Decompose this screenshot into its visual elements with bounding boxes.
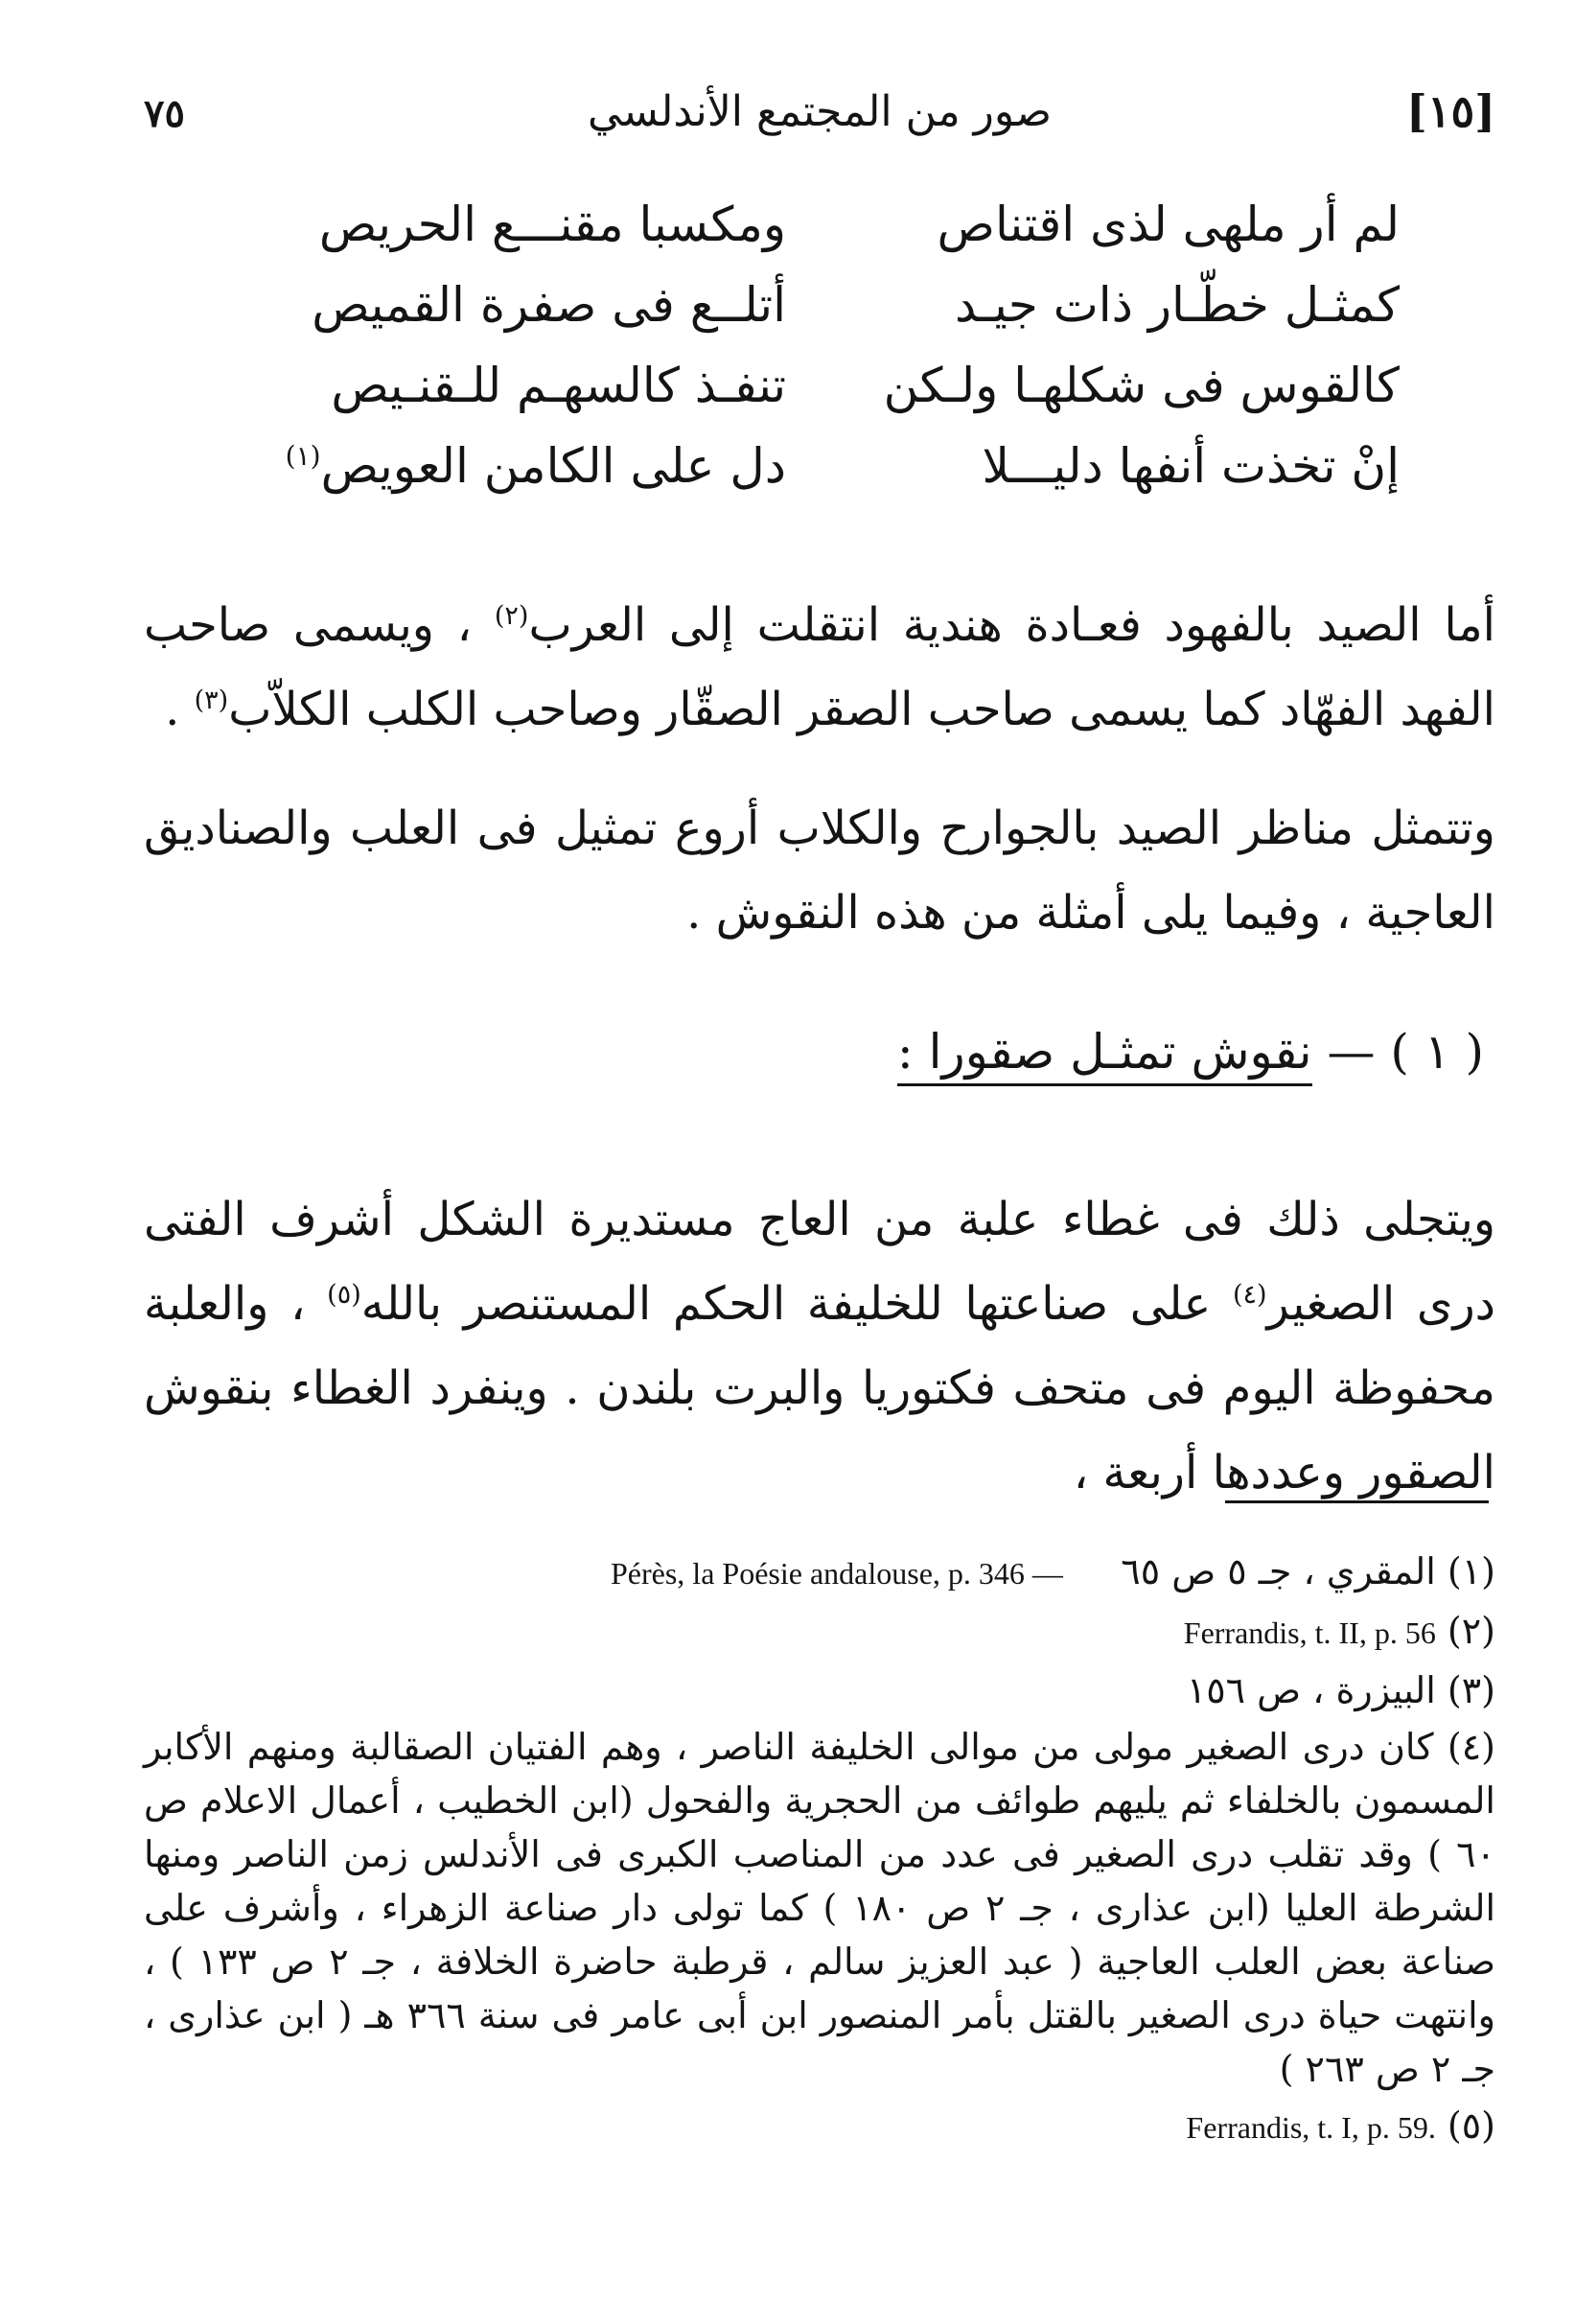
footnote-marker: (٤) (1447, 1726, 1495, 1768)
footnote-reference[interactable]: (٢) (494, 601, 529, 631)
verse-first-hemistich: لم أر ملهى لذى اقتناص (937, 197, 1400, 252)
footnote-2 (144, 1603, 1495, 1661)
footnote-latin-reference: Ferrandis, t. I, p. 59. (1186, 2110, 1436, 2145)
footnote-reference[interactable]: (١) (285, 440, 321, 473)
verse-second-hemistich (319, 197, 786, 252)
footnote-5 (144, 2098, 1495, 2155)
verse-second-text: ومكسبا مقنـــع الحريص (318, 197, 786, 252)
footnote-separator (1225, 1500, 1489, 1503)
paragraph-cheetah-hunting (144, 583, 1495, 752)
verse-second-hemistich (312, 277, 786, 333)
paragraph-text: على صناعتها للخليفة الحكم المستنصر بالله (360, 1277, 1233, 1331)
footnote-reference[interactable]: (٥) (327, 1280, 361, 1310)
footnote-3 (144, 1662, 1495, 1718)
verse-first-hemistich: إنْ تخذت أنفها دليـــلا (982, 438, 1400, 494)
footnote-reference[interactable]: (٣) (194, 686, 229, 715)
footnote-text: البيزرة ، ص ١٥٦ (1186, 1669, 1436, 1711)
poem-verse (240, 197, 1400, 277)
poem-verse (240, 358, 1400, 438)
verse-second-text: دل على الكامن العويص (320, 438, 786, 494)
footnote-marker: (٣) (1447, 1669, 1495, 1711)
paragraph-text: أما الصيد بالفهود فعـادة هندية انتقلت إلى العرب (528, 598, 1495, 652)
poem-verse (240, 438, 1400, 519)
footnote-latin-reference: Ferrandis, t. II, p. 56 (1183, 1615, 1436, 1650)
footnote-text: كان درى الصغير مولى من موالى الخليفة الناصر ، وهم الفتيان الصقالبة ومنهم الأكابر المسمون بالخلفاء ثم يليهم طوائف من الحجرية والفحول (ابن الخطيب ، أعمال الاعلام ص ٦٠ ) وقد تقلب درى الصغير فى عدد من المناصب الكبرى فى الأندلس زمن الناصر ومنها الشرطة العليا (ابن عذارى ، جـ ٢ ص ١٨٠ ) كما تولى دار صناعة الزهراء ، وأشرف على صناعة بعض العلب العاجية ( عبد العزيز سالم ، قرطبة حاضرة الخلافة ، جـ ٢ ص ١٣٣ ) ، وانتهت حياة درى الصغير بالقتل بأمر المنصور ابن أبى عامر فى سنة ٣٦٦ هـ ( ابن عذارى ، جـ ٢ ص ٢٦٣ ) (144, 1726, 1496, 2090)
verse-second-text: تنفـذ كالسهـم للـقنـيص (331, 358, 786, 413)
verse-second-hemistich (282, 438, 786, 494)
footnote-marker: (٥) (1447, 2104, 1495, 2147)
footnote-text: المقري ، جـ ٥ ص ٦٥ (1121, 1550, 1436, 1592)
verse-second-text: أتلــع فى صفرة القميص (312, 277, 786, 333)
section-marker: [١٥] (1406, 85, 1495, 137)
footnote-marker: (١) (1447, 1550, 1495, 1592)
page-number: ٧٥ (144, 91, 185, 136)
section-heading-title: نقوش تمثـل صقورا : (897, 1024, 1312, 1086)
footnotes (144, 1544, 1495, 2157)
verse-second-hemistich (331, 358, 786, 413)
paragraph-text: ، والعلبة محفوظة اليوم فى متحف فكتوريا والبرت بلندن . وينفرد الغطاء بنقوش الصقور وعددها أربعة ، (144, 1277, 1495, 1499)
section-heading-number: ( ١ ) — (1311, 1024, 1484, 1080)
paragraph-text: وتتمثل مناظر الصيد بالجوارح والكلاب أروع تمثيل فى العلب والصناديق العاجية ، وفيما يلى أمثلة من هذه النقوش . (144, 802, 1495, 940)
paragraph-text: ، ويسمى صاحب الفهد الفهّاد كما يسمى صاحب الصقر الصقّار وصاحب الكلب الكلاّب (144, 598, 1495, 736)
paragraph-text: ويتجلى ذلك فى غطاء علبة من العاج مستديرة الشكل أشرف الفتى درى الصغير (144, 1193, 1496, 1331)
footnote-1 (144, 1544, 1495, 1601)
footnote-reference[interactable]: (٤) (1232, 1280, 1267, 1310)
section-heading (897, 1024, 1484, 1086)
poem (240, 197, 1400, 519)
verse-first-hemistich: كمثـل خطّـار ذات جيـد (954, 277, 1400, 333)
paragraph-hunting-scenes (144, 786, 1495, 955)
verse-first-hemistich: كالقوس فى شكلهـا ولـكن (883, 358, 1400, 413)
paragraph-text: . (165, 683, 195, 736)
footnote-marker: (٢) (1447, 1610, 1495, 1652)
poem-verse (240, 277, 1400, 358)
running-title: صور من المجتمع الأندلسي (588, 87, 1052, 136)
paragraph-ivory-pyxis (144, 1177, 1495, 1515)
footnote-4 (144, 1720, 1495, 2096)
running-header (144, 81, 1495, 149)
footnote-latin-reference: Pérès, la Poésie andalouse, p. 346 — (610, 1556, 1063, 1591)
